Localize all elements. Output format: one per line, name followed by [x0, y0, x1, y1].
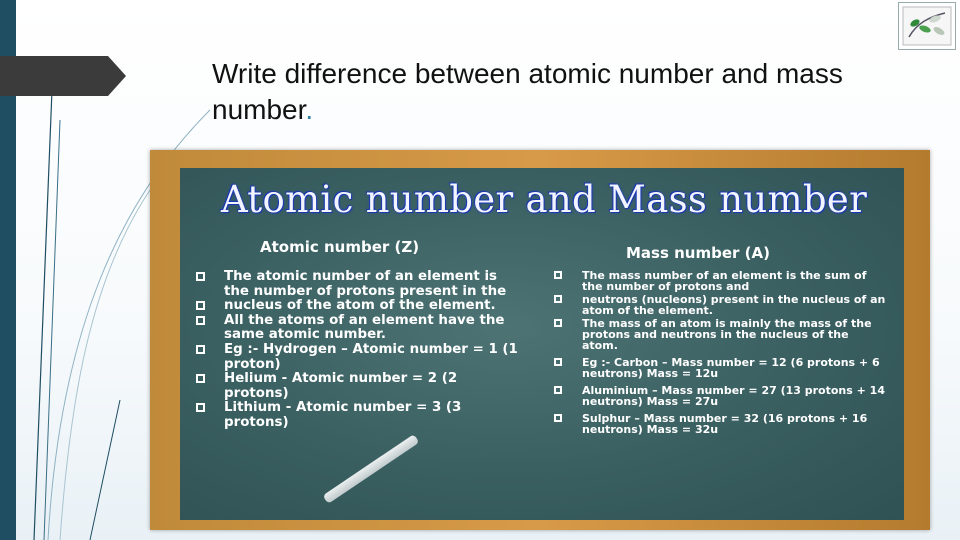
chalkboard-surface — [180, 168, 904, 520]
list-item: Eg :- Hydrogen – Atomic number = 1 (1 proton) — [194, 343, 524, 372]
list-item: Aluminium – Mass number = 27 (13 protons + 14 neutrons) Mass = 27u — [552, 385, 888, 407]
mass-number-list — [552, 270, 888, 435]
checkbox-bullet-icon — [554, 386, 562, 394]
checkbox-bullet-icon — [554, 271, 562, 279]
board-heading: Atomic number and Mass number — [220, 178, 868, 221]
checkbox-bullet-icon — [196, 301, 205, 310]
slide-title-text: Write difference between atomic number and mass number — [212, 58, 843, 125]
list-item: The mass of an atom is mainly the mass of the protons and neutrons in the nucleus of the atom. — [552, 318, 888, 351]
list-item: The atomic number of an element is the number of protons present in the — [194, 270, 524, 299]
checkbox-bullet-icon — [554, 358, 562, 366]
atomic-number-list — [194, 270, 524, 431]
slide-title — [212, 56, 912, 128]
title-marker-tab — [0, 56, 126, 96]
atomic-number-header: Atomic number (Z) — [260, 238, 420, 256]
leaf-logo-icon — [899, 3, 955, 49]
checkbox-bullet-icon — [554, 414, 562, 422]
list-item: nucleus of the atom of the element. — [194, 299, 524, 314]
checkbox-bullet-icon — [554, 295, 562, 303]
list-item: Lithium - Atomic number = 3 (3 protons) — [194, 401, 524, 430]
list-item: neutrons (nucleons) present in the nucleus of an atom of the element. — [552, 294, 888, 316]
checkbox-bullet-icon — [554, 319, 562, 327]
list-item: The mass number of an element is the sum of the number of protons and — [552, 270, 888, 292]
checkbox-bullet-icon — [196, 272, 205, 281]
list-item: All the atoms of an element have the same atomic number. — [194, 314, 524, 343]
slide-title-dot: . — [305, 94, 314, 125]
list-item: Sulphur – Mass number = 32 (16 protons + 16 neutrons) Mass = 32u — [552, 413, 888, 435]
list-item: Eg :- Carbon – Mass number = 12 (6 protons + 6 neutrons) Mass = 12u — [552, 357, 888, 379]
chalk-stick — [323, 434, 420, 504]
logo — [898, 2, 956, 50]
chalkboard-image — [150, 150, 930, 530]
checkbox-bullet-icon — [196, 316, 205, 325]
checkbox-bullet-icon — [196, 374, 205, 383]
list-item: Helium - Atomic number = 2 (2 protons) — [194, 372, 524, 401]
mass-number-header: Mass number (A) — [626, 244, 770, 262]
checkbox-bullet-icon — [196, 403, 205, 412]
checkbox-bullet-icon — [196, 345, 205, 354]
